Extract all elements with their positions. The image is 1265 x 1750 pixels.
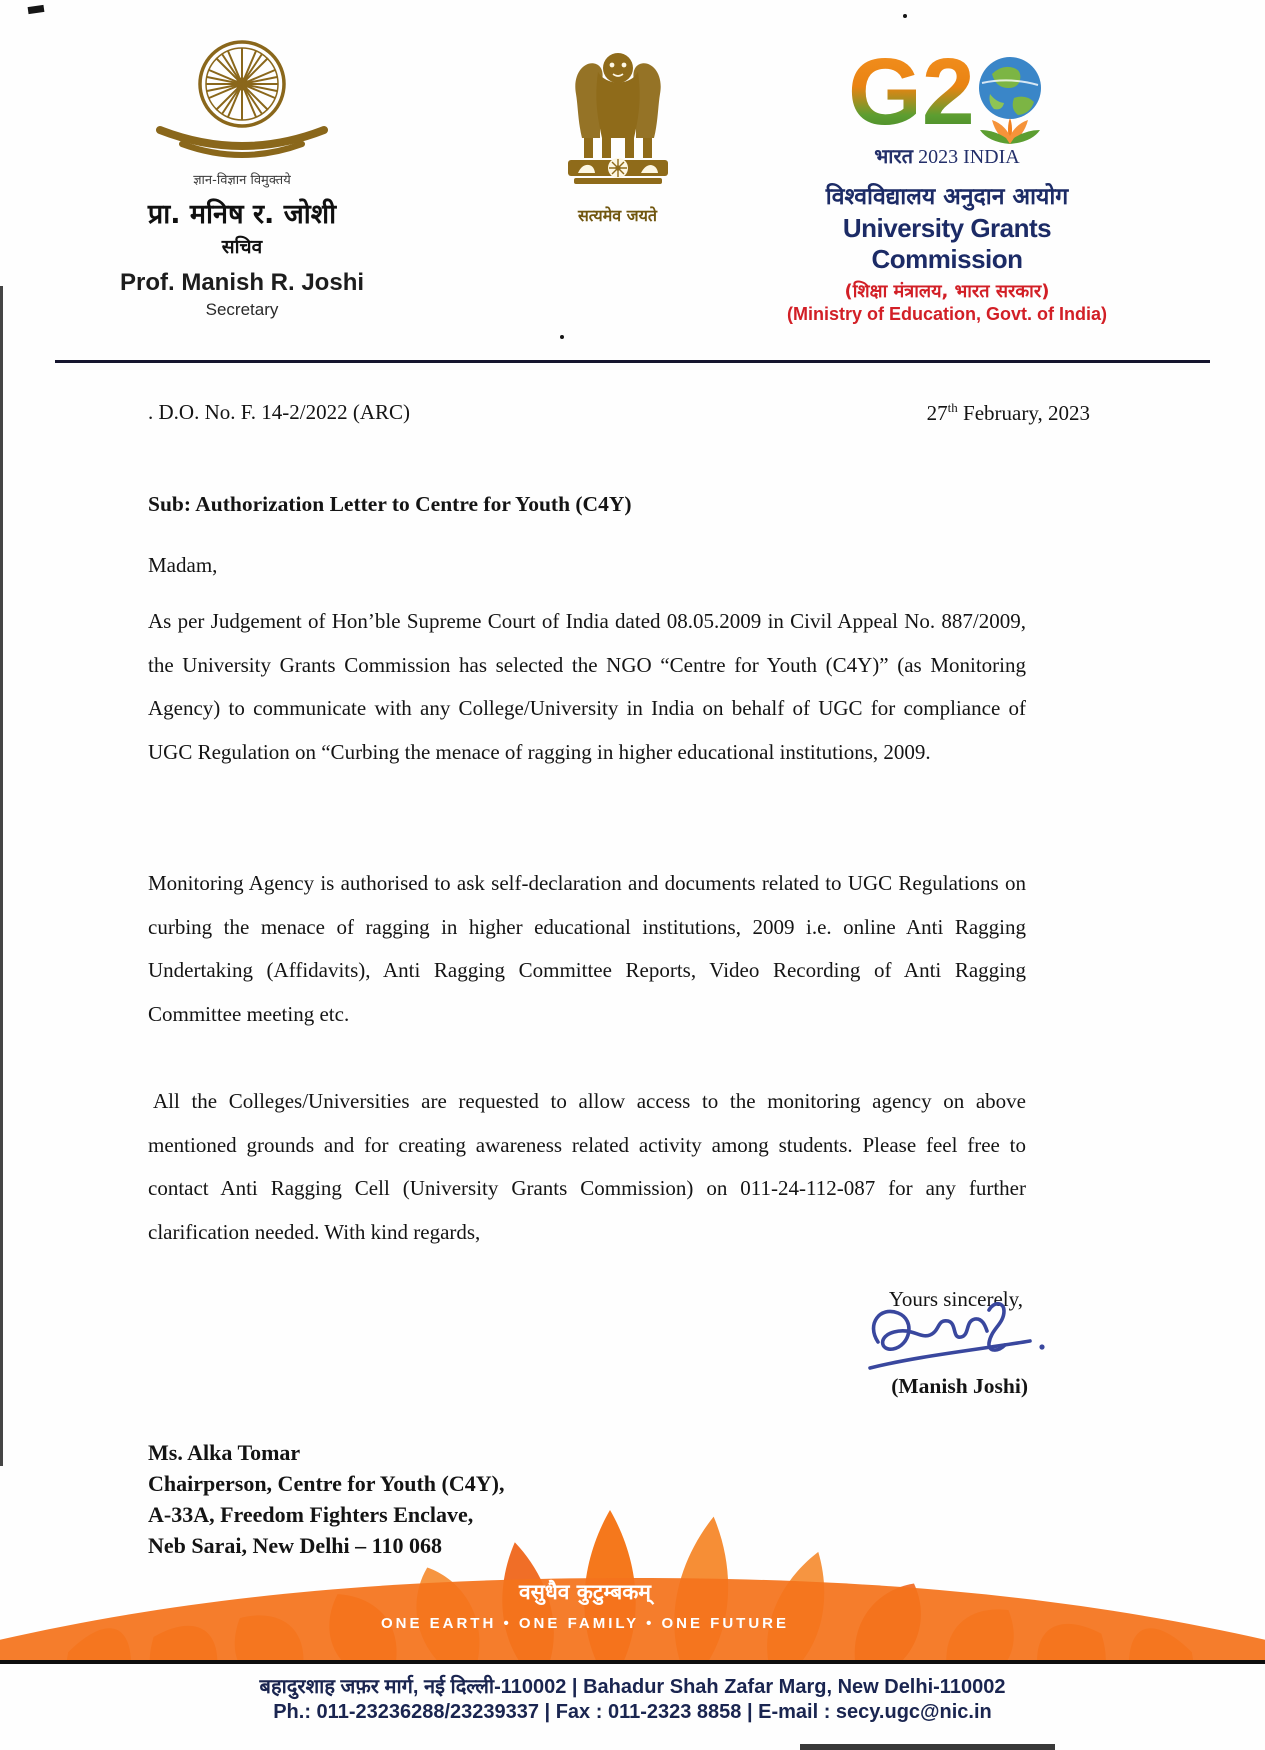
org-block: [782, 36, 1112, 325]
scan-artifact: [903, 14, 907, 18]
lotus-motto-english: ONE EARTH • ONE FAMILY • ONE FUTURE: [380, 1615, 790, 1632]
recipient-line: A-33A, Freedom Fighters Enclave,: [148, 1502, 474, 1527]
sender-title-english: Secretary: [205, 300, 279, 319]
date-rest: February, 2023: [957, 401, 1090, 425]
g20-logo-icon: [822, 36, 1072, 148]
emblem-motto: सत्यमेव जयते: [577, 206, 658, 225]
signatory-name: (Manish Joshi): [891, 1374, 1028, 1398]
ministry-english: (Ministry of Education, Govt. of India): [787, 304, 1107, 324]
scan-artifact: [0, 286, 3, 1466]
scan-artifact: [800, 1744, 1055, 1750]
letter-date: [927, 400, 1090, 426]
closing-phrase: Yours sincerely,: [888, 1287, 1023, 1311]
body-paragraph: Monitoring Agency is authorised to ask self-declaration and documents related to UGC Regulations on curbing the menace of ragging in higher educational institutions, 2009 i.e. online Anti Ragging Undertaking (Affidavits), Anti Ragging Committee Reports, Video Recording of Anti Ragging Committee meeting etc.: [148, 871, 1026, 1026]
reference-number: . D.O. No. F. 14-2/2022 (ARC): [148, 400, 410, 424]
national-emblem-icon: [558, 42, 678, 202]
sender-name-hindi: प्रा. मनिष र. जोशी: [147, 199, 337, 230]
g20-tagline: [782, 142, 1112, 169]
org-name-hindi: विश्वविद्यालय अनुदान आयोग: [825, 184, 1069, 210]
scan-artifact: [28, 5, 45, 14]
lotus-motto-hindi: वसुधैव कुटुम्बकम्: [519, 1580, 651, 1604]
sender-name-english: Prof. Manish R. Joshi: [119, 269, 365, 296]
footer-contact: Ph.: 011-23236288/23239337 | Fax : 011-2323 8858 | E-mail : secy.ugc@nic.in: [273, 1701, 992, 1723]
subject-line: Sub: Authorization Letter to Centre for Youth (C4Y): [148, 492, 632, 516]
date-suffix: th: [947, 400, 958, 415]
footer-divider: [0, 1660, 1265, 1664]
sender-block: [92, 38, 392, 320]
recipient-line: Ms. Alka Tomar: [148, 1440, 301, 1465]
ugc-logo-icon: [142, 38, 342, 168]
national-emblem-block: [535, 42, 700, 226]
recipient-line: Chairperson, Centre for Youth (C4Y),: [148, 1471, 505, 1496]
scan-artifact: [560, 335, 564, 339]
lotus-banner: [0, 1470, 1265, 1662]
footer-address: बहादुरशाह जफ़र मार्ग, नई दिल्ली-110002 | Bahadur Shah Zafar Marg, New Delhi-110002: [259, 1676, 1006, 1698]
handwritten-signature: [858, 1298, 1058, 1383]
g20-tagline-hindi: भारत: [874, 144, 914, 168]
body-paragraph: As per Judgement of Hon’ble Supreme Court of India dated 08.05.2009 in Civil Appeal No. 887/2009, the University Grants Commission has selected the NGO “Centre for Youth (C4Y)” (as Monitoring Agency) to communicate with any College/University in India on behalf of UGC for compliance of UGC Regulation on “Curbing the menace of ragging in higher educational institutions, 2009.: [148, 609, 1026, 764]
date-day: 27: [926, 401, 948, 425]
header-divider: [55, 360, 1210, 363]
g20-tagline-rest: 2023 INDIA: [913, 146, 1020, 168]
lotus-petals-icon: [0, 1470, 1265, 1662]
ministry-hindi: (शिक्षा मंत्रालय, भारत सरकार): [844, 281, 1050, 302]
recipient-line: Neb Sarai, New Delhi – 110 068: [148, 1533, 442, 1558]
reference-and-date-row: [148, 400, 1090, 426]
sender-title-hindi: सचिव: [221, 236, 263, 258]
signature-icon: [858, 1298, 1058, 1383]
salutation: Madam,: [148, 553, 218, 577]
ugc-motto-hindi: ज्ञान-विज्ञान विमुक्तये: [193, 173, 291, 188]
body-paragraph: All the Colleges/Universities are requested to allow access to the monitoring agency on above mentioned grounds and for creating awareness related activity among students. Please feel free to contact Anti Ragging Cell (University Grants Commission) on 011-24-112-087 for any further clarification needed. With kind regards,: [148, 1089, 1026, 1244]
g20-text: G2: [848, 39, 975, 145]
org-name-english: University Grants Commission: [842, 213, 1052, 274]
